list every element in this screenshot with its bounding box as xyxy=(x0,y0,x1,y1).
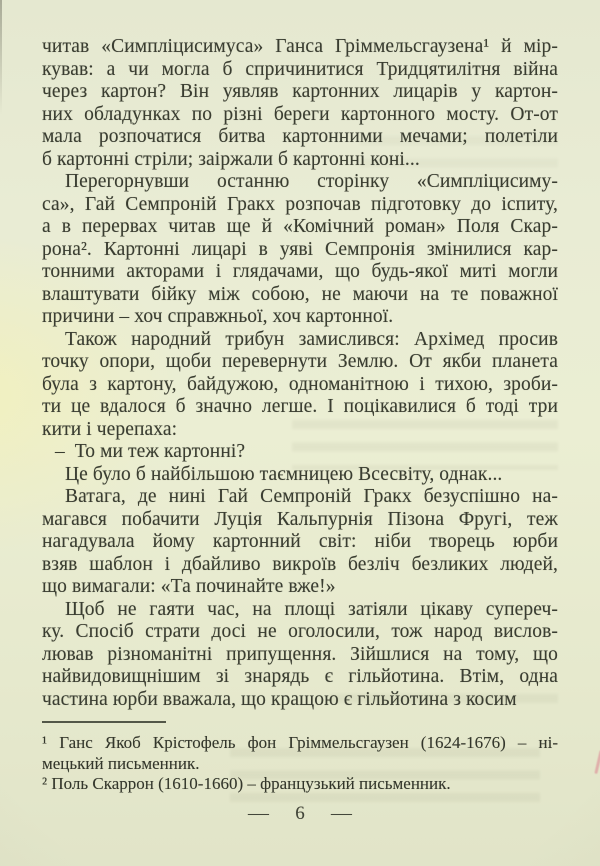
footnote-line: мецький письменник. xyxy=(42,753,200,773)
text-line: частина юрби вважала, що кращою є гільйотина з косим xyxy=(42,688,517,710)
page-number-value: 6 xyxy=(295,803,305,824)
text-line: кував: а чи могла б спричинитися Тридцятилітня війна xyxy=(42,58,558,80)
text-line: що вимагали: «Та починайте вже!» xyxy=(42,576,336,597)
text-line: Перегорнувши останню сторінку «Симпліцисиму- xyxy=(65,171,558,192)
page-body xyxy=(42,36,558,711)
text-line: Також народний трибун замислився: Архімед просив xyxy=(65,328,558,350)
text-line: взяв шаблон і дбайливо викроїв безліч безликих людей, xyxy=(42,553,558,575)
edge-mark xyxy=(594,750,600,774)
text-line: лював різноманітні припущення. Зійшлися на тому, що xyxy=(42,643,558,665)
text-line: кити і черепаха: xyxy=(42,418,178,440)
text-line: них обладунках по різні береги картонного мосту. От-от xyxy=(42,103,558,125)
text-line: са», Гай Семпроній Гракх розпочав підготовку до іспиту, xyxy=(42,193,558,215)
text-line: читав «Симпліцисимуса» Ганса Гріммельсгаузена¹ й мір- xyxy=(42,36,558,57)
text-line: а в перервах читав ще й «Комічний роман» Поля Скар- xyxy=(42,216,558,237)
page-number xyxy=(42,802,558,826)
text-line: Це було б найбільшою таємницею Всесвіту, однак... xyxy=(65,463,503,485)
text-line: причини – хоч справжньої, хоч картонної. xyxy=(42,306,394,327)
footnote-line: ¹ Ганс Якоб Крістофель фон Гріммельсгаузен (1624-1676) – ні- xyxy=(42,733,558,752)
text-line: – То ми теж картонні? xyxy=(55,441,246,462)
footnotes xyxy=(42,733,558,795)
text-line: нагадувала йому картонний світ: ніби творець юрби xyxy=(42,531,558,552)
text-line: влаштувати бійку між собою, не маючи на те поважної xyxy=(42,283,558,305)
text-line: Щоб не гаяти час, на площі затіяли цікаву супереч- xyxy=(65,598,558,620)
page-number-dash-right: — xyxy=(330,803,352,824)
footnote-line: ² Поль Скаррон (1610-1660) – французький письменник. xyxy=(42,774,451,793)
text-line: була з картону, байдужою, одноманітною і тихою, зроби- xyxy=(42,373,558,395)
text-line: магався побачити Луція Кальпурнія Пізона Фругі, теж xyxy=(42,508,558,530)
text-line: ти це вдалося б значно легше. І поцікавилися б тоді три xyxy=(42,396,558,417)
text-line: рона². Картонні лицарі в уяві Семпронія змінилися кар- xyxy=(42,238,558,260)
text-line: мала розпочатися битва картонними мечами; полетіли xyxy=(42,126,558,147)
text-line: тонними акторами і глядачами, що будь-якої миті могли xyxy=(42,261,558,282)
text-line: найвидовищнішим зі знарядь є гільйотина. Втім, одна xyxy=(42,666,558,687)
text-line: через картон? Він уявляв картонних лицарів у картон- xyxy=(42,81,558,102)
page-edge-shadow xyxy=(0,0,2,115)
footnote-separator xyxy=(42,721,166,723)
text-line: б картонні стріли; заіржали б картонні коні... xyxy=(42,148,420,170)
text-line: Ватага, де нині Гай Семпроній Гракх безуспішно на- xyxy=(65,486,558,507)
text-line: ку. Спосіб страти досі не оголосили, тож народ вислов- xyxy=(42,621,558,642)
page-number-dash-left: — xyxy=(248,803,270,824)
text-line: точку опори, щоби перевернути Землю. От якби планета xyxy=(42,351,558,372)
